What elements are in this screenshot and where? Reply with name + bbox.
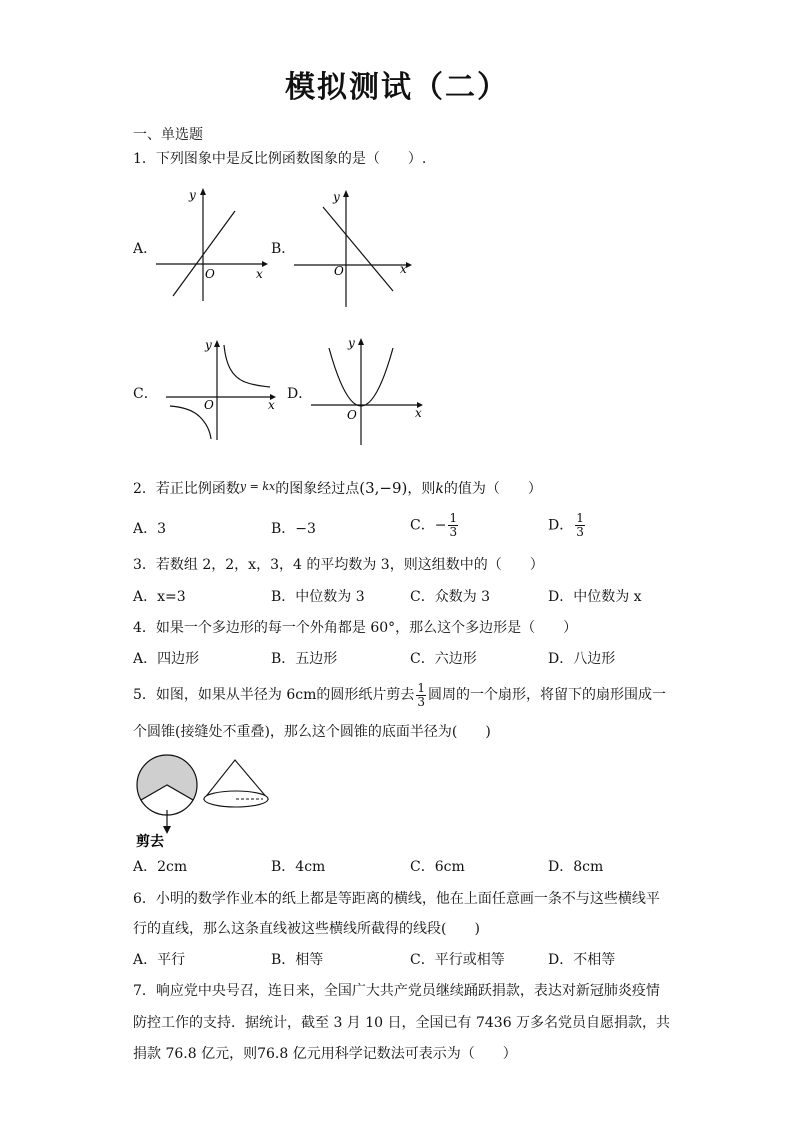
q7-stem-line1: 7．响应党中央号召，连日来，全国广大共产党员继续踊跃捐款，表达对新冠肺炎疫情: [133, 983, 660, 999]
q3-option-d: D．中位数为 x: [548, 589, 642, 605]
q4-option-b: B．五边形: [271, 651, 338, 667]
q4-option-d: D．八边形: [548, 651, 616, 667]
section-heading: 一、单选题: [133, 127, 203, 143]
q5-option-a: A．2cm: [133, 859, 188, 875]
q6-stem-line1: 6．小明的数学作业本的纸上都是等距离的横线，他在上面任意画一条不与这些横线平: [133, 891, 660, 907]
svg-text:O: O: [347, 408, 357, 422]
q2-option-a: A．3: [133, 521, 167, 537]
q1-graph-d-parabola: [305, 333, 430, 448]
page-title: 模拟测试（二）: [285, 70, 509, 105]
q1-option-c-label: C．: [133, 386, 158, 402]
q6-option-a: A．平行: [133, 952, 186, 968]
q3-option-a: A．x=3: [133, 589, 186, 605]
q1-option-b-label: B．: [271, 241, 296, 257]
q1-option-a-label: A．: [133, 241, 158, 257]
q6-option-b: B．相等: [271, 952, 324, 968]
q6-stem-line2: 行的直线，那么这条直线被这些横线所截得的线段( ): [133, 921, 480, 937]
y-axis-label: y: [189, 188, 196, 202]
q3-stem: 3．若数组 2，2，x，3，4 的平均数为 3，则这组数中的（ ）: [133, 557, 544, 573]
q2-option-d: D． $\frac{1}{3}$: [548, 511, 584, 539]
q5-option-b: B．4cm: [271, 859, 326, 875]
svg-text:x: x: [268, 398, 275, 412]
q1-option-d-label: D．: [287, 386, 313, 402]
q6-option-c: C．平行或相等: [410, 952, 505, 968]
q3-option-b: B．中位数为 3: [271, 589, 365, 605]
q5-option-d: D．8cm: [548, 859, 604, 875]
q3-option-c: C．众数为 3: [410, 589, 491, 605]
svg-text:O: O: [204, 398, 214, 412]
q2-option-b: B．−3: [271, 521, 316, 537]
q2-stem: 2．若正比例函数$^{y = kx}$的图象经过点(3,−9)，则k的值为（ ）: [133, 479, 542, 497]
q5-option-c: C．6cm: [410, 859, 465, 875]
q5-figure: [130, 748, 275, 853]
q5-stem-line1: 5．如图，如果从半径为 6cm的圆形纸片剪去 $\frac{1}{3}$ 圆周的一个扇形，将留下的扇形围成一: [133, 680, 667, 709]
q2-option-c: C．− $\frac{1}{3}$: [410, 511, 458, 539]
svg-text:O: O: [334, 264, 344, 278]
x-axis-label: x: [256, 267, 263, 281]
q4-option-a: A．四边形: [133, 651, 200, 667]
q1-graph-c-hyperbola: [160, 335, 285, 445]
svg-text:y: y: [333, 190, 340, 204]
arrow-down-icon: [163, 826, 171, 834]
svg-text:y: y: [205, 338, 212, 352]
q1-stem: 1．下列图象中是反比例函数图象的是（ ）.: [133, 151, 427, 167]
q7-stem-line3: 捐款 76.8 亿元，则76.8 亿元用科学记数法可表示为（ ）: [133, 1046, 517, 1062]
svg-text:x: x: [400, 262, 407, 276]
q4-option-c: C．六边形: [410, 651, 477, 667]
q1-graph-b-linear: [290, 185, 415, 310]
q1-graph-a-linear: [150, 183, 270, 308]
q4-stem: 4．如果一个多边形的每一个外角都是 60°，那么这个多边形是（ ）: [133, 620, 578, 636]
q7-stem-line2: 防控工作的支持．据统计，截至 3 月 10 日，全国已有 7436 万多名党员自愿捐款，共: [133, 1015, 671, 1031]
svg-text:y: y: [348, 336, 355, 350]
svg-text:x: x: [415, 406, 422, 420]
q5-stem-line2: 个圆锥(接缝处不重叠)，那么这个圆锥的底面半径为( ): [133, 724, 491, 740]
q6-option-d: D．不相等: [548, 952, 616, 968]
cut-label: 剪去: [136, 834, 164, 850]
origin-label: O: [205, 267, 215, 281]
